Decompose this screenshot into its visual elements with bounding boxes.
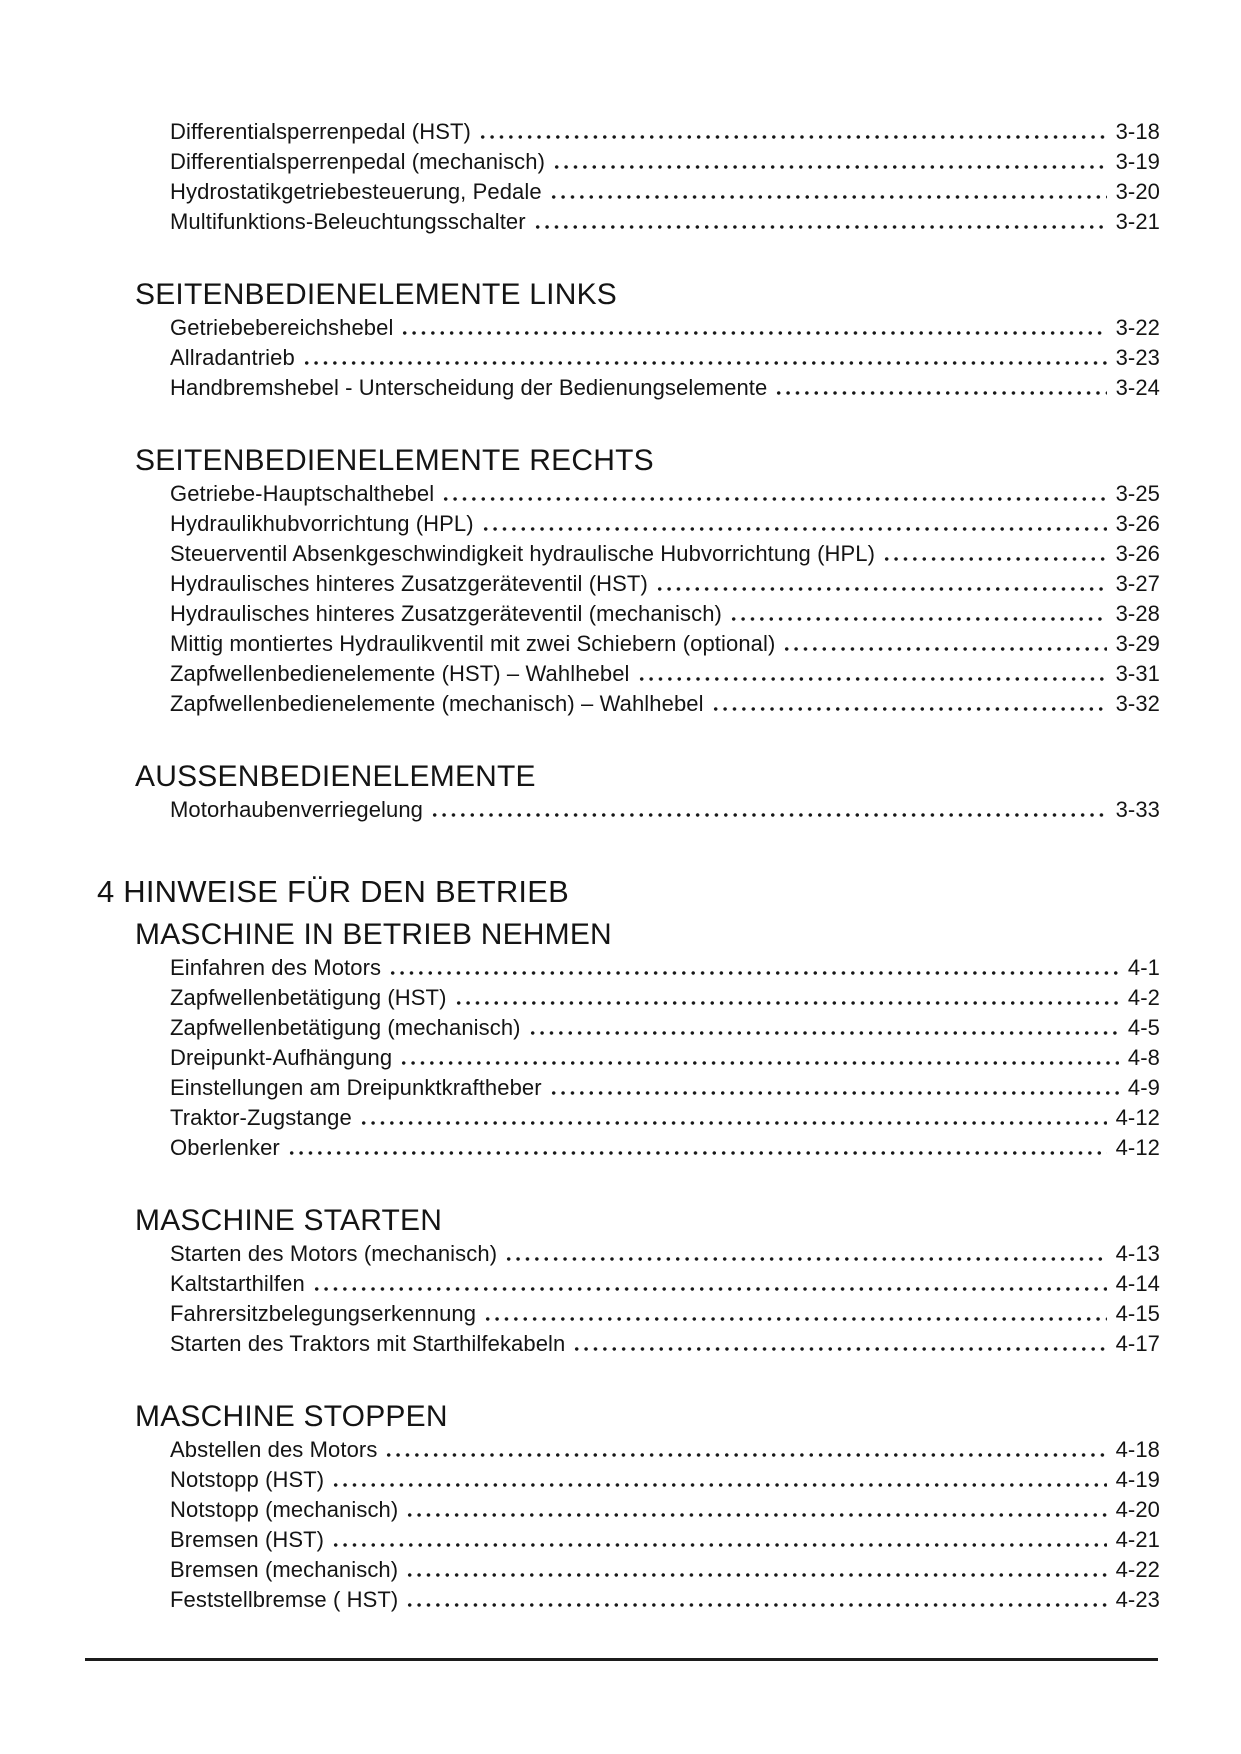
entry-title: Einfahren des Motors — [170, 955, 382, 980]
dot-leader — [430, 795, 1107, 825]
entry-title: Notstopp (HST) — [170, 1467, 325, 1492]
entry-title: Feststellbremse ( HST) — [170, 1587, 399, 1612]
toc-section — [97, 873, 1160, 911]
toc-entry-row — [170, 629, 1160, 659]
dot-leader — [302, 343, 1107, 373]
dot-leader — [504, 1239, 1106, 1269]
entry-title: Handbremshebel - Unterscheidung der Bedienungselemente — [170, 375, 768, 400]
section-heading: MASCHINE STOPPEN — [135, 1400, 448, 1433]
dot-leader — [454, 983, 1119, 1013]
entry-page-number: 4-22 — [1115, 1557, 1160, 1582]
entry-page-number: 3-20 — [1115, 179, 1160, 204]
toc-entry-row — [170, 343, 1160, 373]
dot-leader — [331, 1465, 1106, 1495]
toc-entry-row — [170, 953, 1160, 983]
dot-leader — [711, 689, 1107, 719]
entry-title: Bremsen (mechanisch) — [170, 1557, 399, 1582]
dot-leader — [405, 1555, 1106, 1585]
entry-page-number: 3-23 — [1115, 345, 1160, 370]
entry-title: Starten des Motors (mechanisch) — [170, 1241, 498, 1266]
entry-title: Dreipunkt-Aufhängung — [170, 1045, 393, 1070]
dot-leader — [572, 1329, 1106, 1359]
dot-leader — [405, 1495, 1106, 1525]
section-heading: MASCHINE STARTEN — [135, 1204, 443, 1237]
entry-page-number: 4-9 — [1127, 1075, 1160, 1100]
toc-entry-row — [170, 1585, 1160, 1615]
entry-title: Multifunktions-Beleuchtungsschalter — [170, 209, 526, 234]
toc-entry-row — [170, 599, 1160, 629]
entry-page-number: 4-1 — [1127, 955, 1160, 980]
entry-page-number: 3-27 — [1115, 571, 1160, 596]
entry-title: Zapfwellenbetätigung (mechanisch) — [170, 1015, 521, 1040]
dot-leader — [483, 1299, 1106, 1329]
entry-title: Mittig montiertes Hydraulikventil mit zwei Schiebern (optional) — [170, 631, 776, 656]
dot-leader — [400, 313, 1106, 343]
entry-page-number: 4-14 — [1115, 1271, 1160, 1296]
dot-leader — [655, 569, 1107, 599]
entry-title: Kaltstarthilfen — [170, 1271, 305, 1296]
entry-title: Getriebebereichshebel — [170, 315, 394, 340]
entry-page-number: 3-19 — [1115, 149, 1160, 174]
dot-leader — [312, 1269, 1107, 1299]
entry-page-number: 3-24 — [1115, 375, 1160, 400]
dot-leader — [549, 177, 1107, 207]
entry-title: Einstellungen am Dreipunktkraftheber — [170, 1075, 542, 1100]
dot-leader — [405, 1585, 1106, 1615]
toc-entry-row — [170, 1299, 1160, 1329]
dot-leader — [478, 117, 1107, 147]
dot-leader — [882, 539, 1107, 569]
entry-title: Bremsen (HST) — [170, 1527, 325, 1552]
entry-title: Hydrostatikgetriebesteuerung, Pedale — [170, 179, 542, 204]
toc-entry-row — [170, 1013, 1160, 1043]
dot-leader — [533, 207, 1107, 237]
dot-leader — [481, 509, 1107, 539]
toc-entry-row — [170, 569, 1160, 599]
chapter-heading: 4 HINWEISE FÜR DEN BETRIEB — [97, 874, 569, 909]
entry-page-number: 3-25 — [1115, 481, 1160, 506]
toc-section — [97, 1203, 1160, 1359]
entry-page-number: 4-21 — [1115, 1527, 1160, 1552]
entry-page-number: 3-32 — [1115, 691, 1160, 716]
entry-title: Hydraulisches hinteres Zusatzgeräteventil (HST) — [170, 571, 648, 596]
dot-leader — [552, 147, 1107, 177]
toc-entry-row — [170, 1465, 1160, 1495]
dot-leader — [774, 373, 1106, 403]
dot-leader — [729, 599, 1107, 629]
toc-root — [97, 0, 1160, 1615]
entry-page-number: 4-23 — [1115, 1587, 1160, 1612]
section-heading: SEITENBEDIENELEMENTE LINKS — [135, 278, 617, 311]
entry-title: Hydraulikhubvorrichtung (HPL) — [170, 511, 474, 536]
toc-entry-row — [170, 177, 1160, 207]
footer-rule — [85, 1658, 1158, 1661]
toc-entry-row — [170, 1495, 1160, 1525]
dot-leader — [359, 1103, 1107, 1133]
toc-entry-row — [170, 689, 1160, 719]
entry-title: Zapfwellenbedienelemente (mechanisch) – Wahlhebel — [170, 691, 704, 716]
toc-entry-row — [170, 147, 1160, 177]
entry-title: Motorhaubenverriegelung — [170, 797, 424, 822]
dot-leader — [782, 629, 1106, 659]
toc-entry-row — [170, 1103, 1160, 1133]
entry-page-number: 3-26 — [1115, 511, 1160, 536]
entry-page-number: 3-29 — [1115, 631, 1160, 656]
toc-section — [97, 117, 1160, 237]
section-heading: AUSSENBEDIENELEMENTE — [135, 760, 536, 793]
toc-section — [97, 1399, 1160, 1615]
toc-entry-row — [170, 1043, 1160, 1073]
entry-title: Allradantrieb — [170, 345, 295, 370]
dot-leader — [331, 1525, 1106, 1555]
entry-page-number: 4-13 — [1115, 1241, 1160, 1266]
entry-page-number: 3-28 — [1115, 601, 1160, 626]
dot-leader — [287, 1133, 1107, 1163]
entry-page-number: 4-5 — [1127, 1015, 1160, 1040]
entry-title: Differentialsperrenpedal (mechanisch) — [170, 149, 546, 174]
entry-title: Notstopp (mechanisch) — [170, 1497, 399, 1522]
entry-title: Starten des Traktors mit Starthilfekabeln — [170, 1331, 566, 1356]
toc-entry-row — [170, 1239, 1160, 1269]
toc-entry-row — [170, 795, 1160, 825]
toc-entry-row — [170, 1329, 1160, 1359]
toc-section — [97, 277, 1160, 403]
entry-title: Traktor-Zugstange — [170, 1105, 352, 1130]
toc-entry-row — [170, 1555, 1160, 1585]
section-heading: SEITENBEDIENELEMENTE RECHTS — [135, 444, 654, 477]
dot-leader — [441, 479, 1106, 509]
dot-leader — [637, 659, 1107, 689]
entry-page-number: 3-21 — [1115, 209, 1160, 234]
toc-entry-row — [170, 1269, 1160, 1299]
dot-leader — [388, 953, 1119, 983]
entry-page-number: 3-33 — [1115, 797, 1160, 822]
entry-title: Steuerventil Absenkgeschwindigkeit hydraulische Hubvorrichtung (HPL) — [170, 541, 876, 566]
dot-leader — [384, 1435, 1106, 1465]
section-heading: MASCHINE IN BETRIEB NEHMEN — [135, 918, 612, 951]
entry-page-number: 4-15 — [1115, 1301, 1160, 1326]
toc-entry-row — [170, 983, 1160, 1013]
entry-page-number: 3-18 — [1115, 119, 1160, 144]
toc-entry-row — [170, 479, 1160, 509]
dot-leader — [399, 1043, 1119, 1073]
entry-page-number: 3-31 — [1115, 661, 1160, 686]
toc-entry-row — [170, 509, 1160, 539]
toc-entry-row — [170, 117, 1160, 147]
toc-section — [97, 917, 1160, 1163]
toc-entry-row — [170, 539, 1160, 569]
dot-leader — [528, 1013, 1119, 1043]
toc-entry-row — [170, 207, 1160, 237]
entry-title: Zapfwellenbedienelemente (HST) – Wahlhebel — [170, 661, 630, 686]
entry-title: Zapfwellenbetätigung (HST) — [170, 985, 447, 1010]
toc-entry-row — [170, 1525, 1160, 1555]
entry-page-number: 4-12 — [1115, 1135, 1160, 1160]
entry-page-number: 4-8 — [1127, 1045, 1160, 1070]
entry-page-number: 4-17 — [1115, 1331, 1160, 1356]
toc-entry-row — [170, 313, 1160, 343]
toc-entry-row — [170, 1435, 1160, 1465]
entry-title: Getriebe-Hauptschalthebel — [170, 481, 435, 506]
entry-page-number: 4-12 — [1115, 1105, 1160, 1130]
toc-entry-row — [170, 1133, 1160, 1163]
toc-entry-row — [170, 1073, 1160, 1103]
entry-page-number: 4-2 — [1127, 985, 1160, 1010]
entry-title: Hydraulisches hinteres Zusatzgeräteventil (mechanisch) — [170, 601, 722, 626]
toc-entry-row — [170, 373, 1160, 403]
entry-title: Abstellen des Motors — [170, 1437, 378, 1462]
entry-title: Differentialsperrenpedal (HST) — [170, 119, 471, 144]
entry-page-number: 4-18 — [1115, 1437, 1160, 1462]
entry-page-number: 4-19 — [1115, 1467, 1160, 1492]
toc-section — [97, 443, 1160, 719]
toc-entry-row — [170, 659, 1160, 689]
entry-title: Fahrersitzbelegungserkennung — [170, 1301, 477, 1326]
entry-page-number: 4-20 — [1115, 1497, 1160, 1522]
entry-page-number: 3-26 — [1115, 541, 1160, 566]
entry-page-number: 3-22 — [1115, 315, 1160, 340]
toc-section — [97, 759, 1160, 825]
dot-leader — [549, 1073, 1119, 1103]
entry-title: Oberlenker — [170, 1135, 280, 1160]
